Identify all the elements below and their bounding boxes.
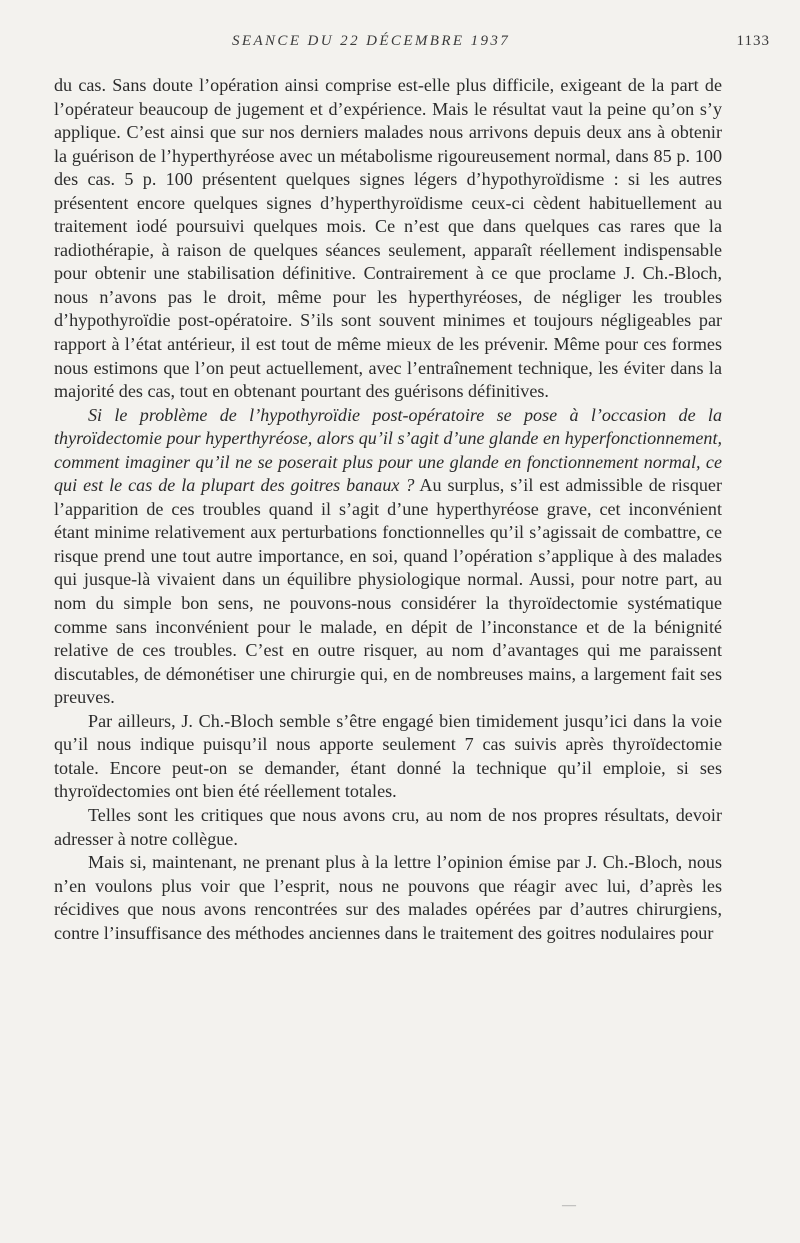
footer-mark: — xyxy=(562,1198,576,1213)
page-number: 1133 xyxy=(736,33,770,49)
running-head xyxy=(54,33,770,57)
paragraph-2-text: Au surplus, s’il est admissible de risquer l’apparition de ces troubles quand il s’agit d’une hyperthyréose grave, cet inconvénient étant minime relativement aux perturbations fonctionnelles qu’il s’agissait de combattre, ce risque prend une tout autre importance, en soi, quand l’opération s’applique à des malades qui jusque-là vivaient dans un équilibre physiologique normal. Aussi, pour notre part, au nom du simple bon sens, ne pouvons-nous considérer la thyroïdectomie systématique comme sans inconvénient pour le malade, en dépit de l’inconstance et de la bénignité relative de ces troubles. C’est en outre risquer, au nom d’avantages qui me paraissent discutables, de démonétiser une chirurgie qui, en de nombreuses mains, a largement fait ses preuves. xyxy=(54,475,722,708)
running-title: SEANCE DU 22 DÉCEMBRE 1937 xyxy=(232,33,511,49)
paragraph-4: Telles sont les critiques que nous avons cru, au nom de nos propres résultats, devoir adresser à notre collègue. xyxy=(54,804,722,849)
paragraph-1: du cas. Sans doute l’opération ainsi comprise est-elle plus difficile, exigeant de la part de l’opérateur beaucoup de jugement et d’expérience. Mais le résultat vaut la peine qu’on s’y applique. C’est ainsi que sur nos derniers malades nous arrivons depuis deux ans à obtenir la guérison de l’hyperthyréose avec un métabolisme rigoureusement normal, dans 85 p. 100 des cas. 5 p. 100 présentent quelques signes légers d’hypothyroïdisme : si les autres présentent encore quelques signes d’hyperthyroïdisme ceux-ci cèdent habituellement au traitement iodé poursuivi quelques mois. Ce n’est que dans quelques cas rares que la radiothérapie, à raison de quelques séances seulement, apparaît réellement indispensable pour obtenir une stabilisation définitive. Contrairement à ce que proclame J. Ch.-Bloch, nous n’avons pas le droit, même pour les hyperthyréoses, de négliger les troubles d’hypothyroïdie post-opératoire. S’ils sont souvent minimes et toujours négligeables par rapport à l’état antérieur, il est tout de même mieux de les prévenir. Même pour ces formes nous estimons que l’on peut actuellement, avec l’entraînement technique, les éviter dans la majorité des cas, tout en obtenant pourtant des guérisons définitives. xyxy=(54,75,722,402)
paragraph-5: Mais si, maintenant, ne prenant plus à la lettre l’opinion émise par J. Ch.-Bloch, nous n’en voulons plus voir que l’esprit, nous ne pouvons que réagir avec lui, d’après les récidives que nous avons rencontrées sur des malades opérées par d’autres chirurgiens, contre l’insuffisance des méthodes anciennes dans le traitement des goitres nodulaires pour xyxy=(54,852,722,943)
paragraph-2-italic-sentence: Si le problème de l’hypothyroïdie post-opératoire se pose à l’occasion de la thyroïdectomie pour hyperthyréose, alors qu’il s’agit d’une glande en hyperfonctionnement, comment imaginer qu’il ne se poserait plus pour une glande en fonctionnement normal, ce qui est le cas de la plupart des goitres banaux ? xyxy=(54,404,722,496)
body-text xyxy=(54,74,722,945)
paragraph-3: Par ailleurs, J. Ch.-Bloch semble s’être engagé bien timidement jusqu’ici dans la voie qu’il nous indique puisqu’il nous apporte seulement 7 cas suivis après thyroïdectomie totale. Encore peut-on se demander, étant donné la technique qu’il emploie, si ses thyroïdectomies ont bien été réellement totales. xyxy=(54,710,722,802)
paragraph-2 xyxy=(54,404,722,710)
